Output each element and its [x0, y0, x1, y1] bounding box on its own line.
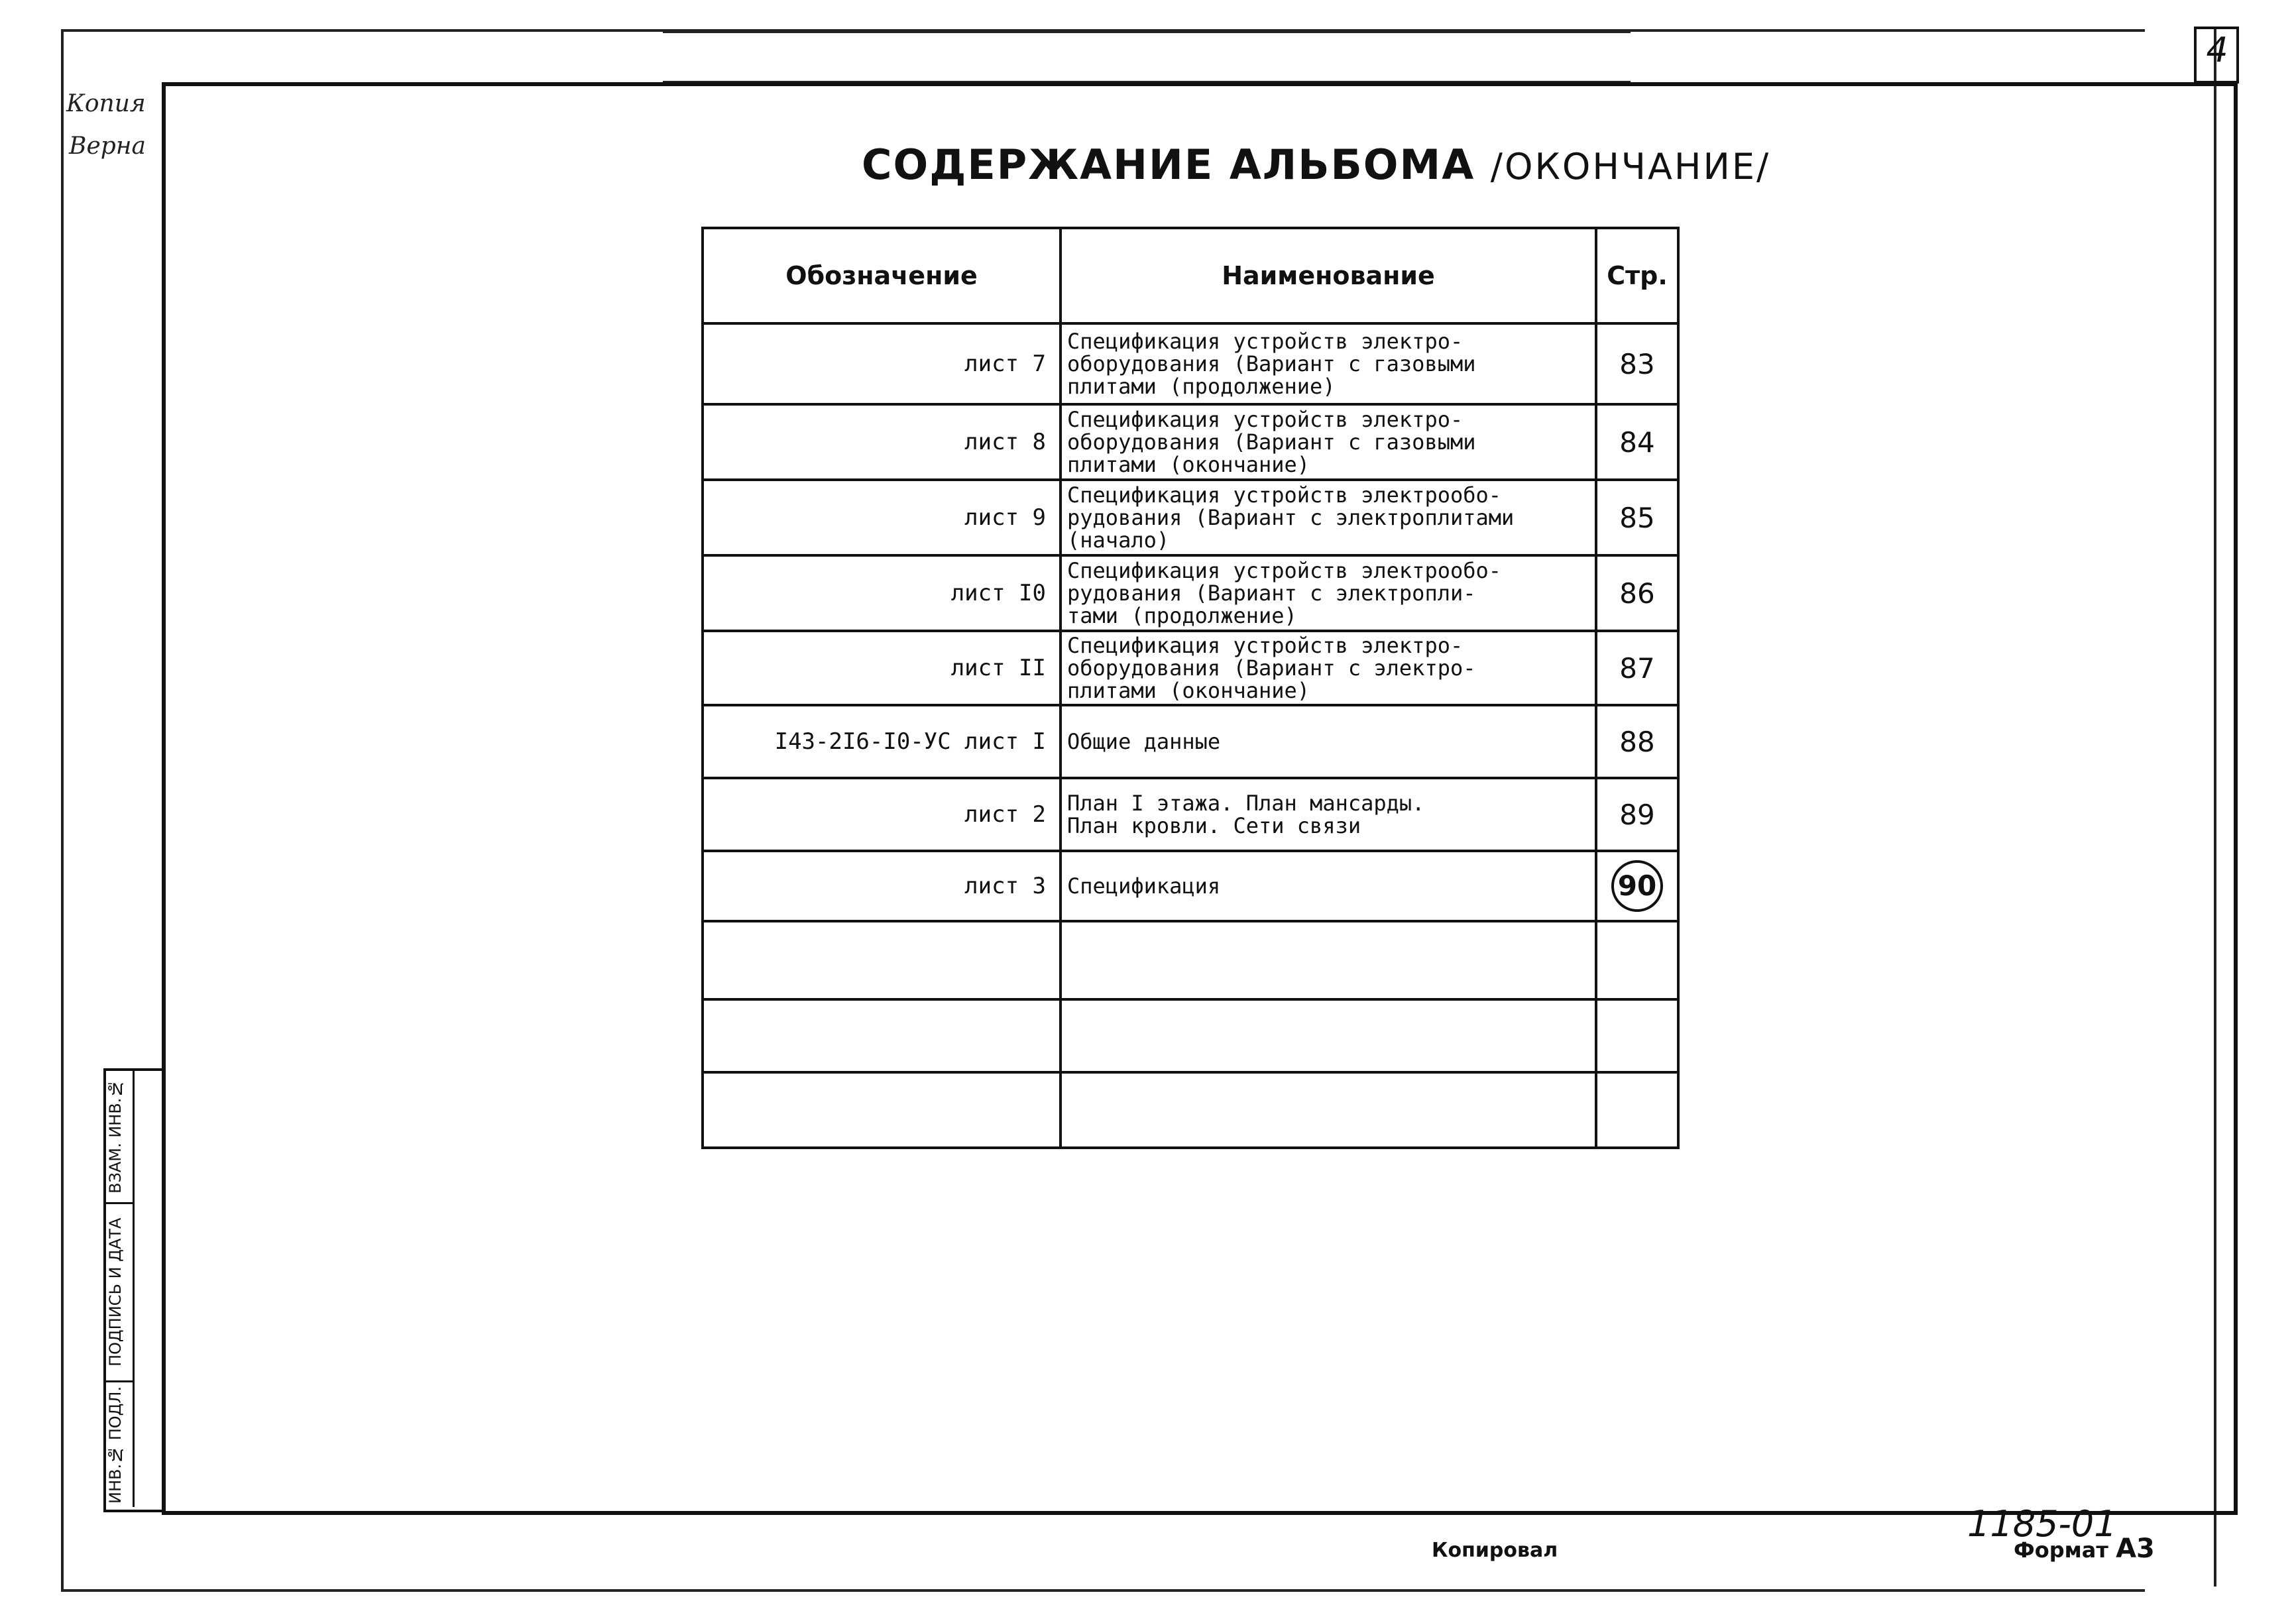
row-designation: лист I0	[703, 555, 1061, 631]
row-name	[1061, 999, 1596, 1072]
table-row	[703, 851, 1678, 921]
table-row	[703, 323, 1678, 404]
header-page: Стр.	[1596, 228, 1678, 323]
row-designation: лист 8	[703, 404, 1061, 480]
row-designation: лист 9	[703, 480, 1061, 555]
table-row	[703, 1072, 1678, 1148]
table-row	[703, 555, 1678, 631]
row-name: Спецификация устройств электро- оборудования (Вариант с электро- плитами (окончание)	[1061, 631, 1596, 705]
row-name: Спецификация устройств электро- оборудования (Вариант с газовыми плитами (продолжение)	[1061, 323, 1596, 404]
row-designation	[703, 1072, 1061, 1148]
row-designation	[703, 921, 1061, 999]
row-page: 83	[1596, 323, 1678, 404]
row-name: Спецификация	[1061, 851, 1596, 921]
table-row	[703, 921, 1678, 999]
margin-note-verified: Верна	[69, 133, 146, 160]
header-name: Наименование	[1061, 228, 1596, 323]
row-name: План I этажа. План мансарды. План кровли. Сети связи	[1061, 778, 1596, 851]
side-stamp-strip	[103, 1068, 164, 1512]
table-row	[703, 778, 1678, 851]
side-label-replace-inv: ВЗАМ. ИНВ.№	[106, 1079, 125, 1194]
row-name: Спецификация устройств электрообо- рудования (Вариант с электропли- тами (продолжение)	[1061, 555, 1596, 631]
row-page: 88	[1596, 705, 1678, 778]
table-row	[703, 404, 1678, 480]
format-text: Формат	[2014, 1537, 2116, 1563]
row-page	[1596, 851, 1678, 921]
row-page: 84	[1596, 404, 1678, 480]
row-page: 86	[1596, 555, 1678, 631]
row-page: 89	[1596, 778, 1678, 851]
title-main: СОДЕРЖАНИЕ АЛЬБОМА	[862, 140, 1491, 189]
row-designation: I43-2I6-I0-УС лист I	[703, 705, 1061, 778]
footer-copied-label: Копировал	[1432, 1539, 1558, 1562]
row-page	[1596, 921, 1678, 999]
table-row	[703, 705, 1678, 778]
row-page-circled: 90	[1611, 860, 1663, 912]
row-designation	[703, 999, 1061, 1072]
table-row	[703, 480, 1678, 555]
table-row	[703, 999, 1678, 1072]
row-designation: лист 3	[703, 851, 1061, 921]
top-decor-line	[663, 30, 1631, 33]
format-value: А3	[2116, 1533, 2155, 1564]
row-name: Спецификация устройств электро- оборудования (Вариант с газовыми плитами (окончание)	[1061, 404, 1596, 480]
row-page: 87	[1596, 631, 1678, 705]
table-header-row	[703, 228, 1678, 323]
side-label-signature: ПОДПИСЬ И ДАТА	[106, 1217, 125, 1367]
title-sub: /ОКОНЧАНИЕ/	[1490, 146, 1771, 188]
row-name	[1061, 1072, 1596, 1148]
format-label	[2014, 1533, 2155, 1564]
row-designation: лист 7	[703, 323, 1061, 404]
side-cell-3	[106, 1382, 135, 1507]
table-row	[703, 631, 1678, 705]
row-page	[1596, 999, 1678, 1072]
page-title	[862, 140, 1770, 189]
contents-table	[701, 227, 1680, 1149]
document-number: 1185-01	[1967, 1503, 2117, 1545]
row-name: Спецификация устройств электрообо- рудования (Вариант с электроплитами (начало)	[1061, 480, 1596, 555]
row-page	[1596, 1072, 1678, 1148]
row-designation: лист 2	[703, 778, 1061, 851]
side-cell-1	[106, 1071, 135, 1204]
side-cell-2	[106, 1204, 135, 1382]
row-designation: лист II	[703, 631, 1061, 705]
header-designation: Обозначение	[703, 228, 1061, 323]
row-page: 85	[1596, 480, 1678, 555]
row-name: Общие данные	[1061, 705, 1596, 778]
side-label-original-inv: ИНВ.№ ПОДЛ.	[106, 1386, 125, 1504]
row-name	[1061, 921, 1596, 999]
sheet-number: 4	[2206, 30, 2228, 70]
margin-note-copy: Копия	[66, 90, 146, 117]
